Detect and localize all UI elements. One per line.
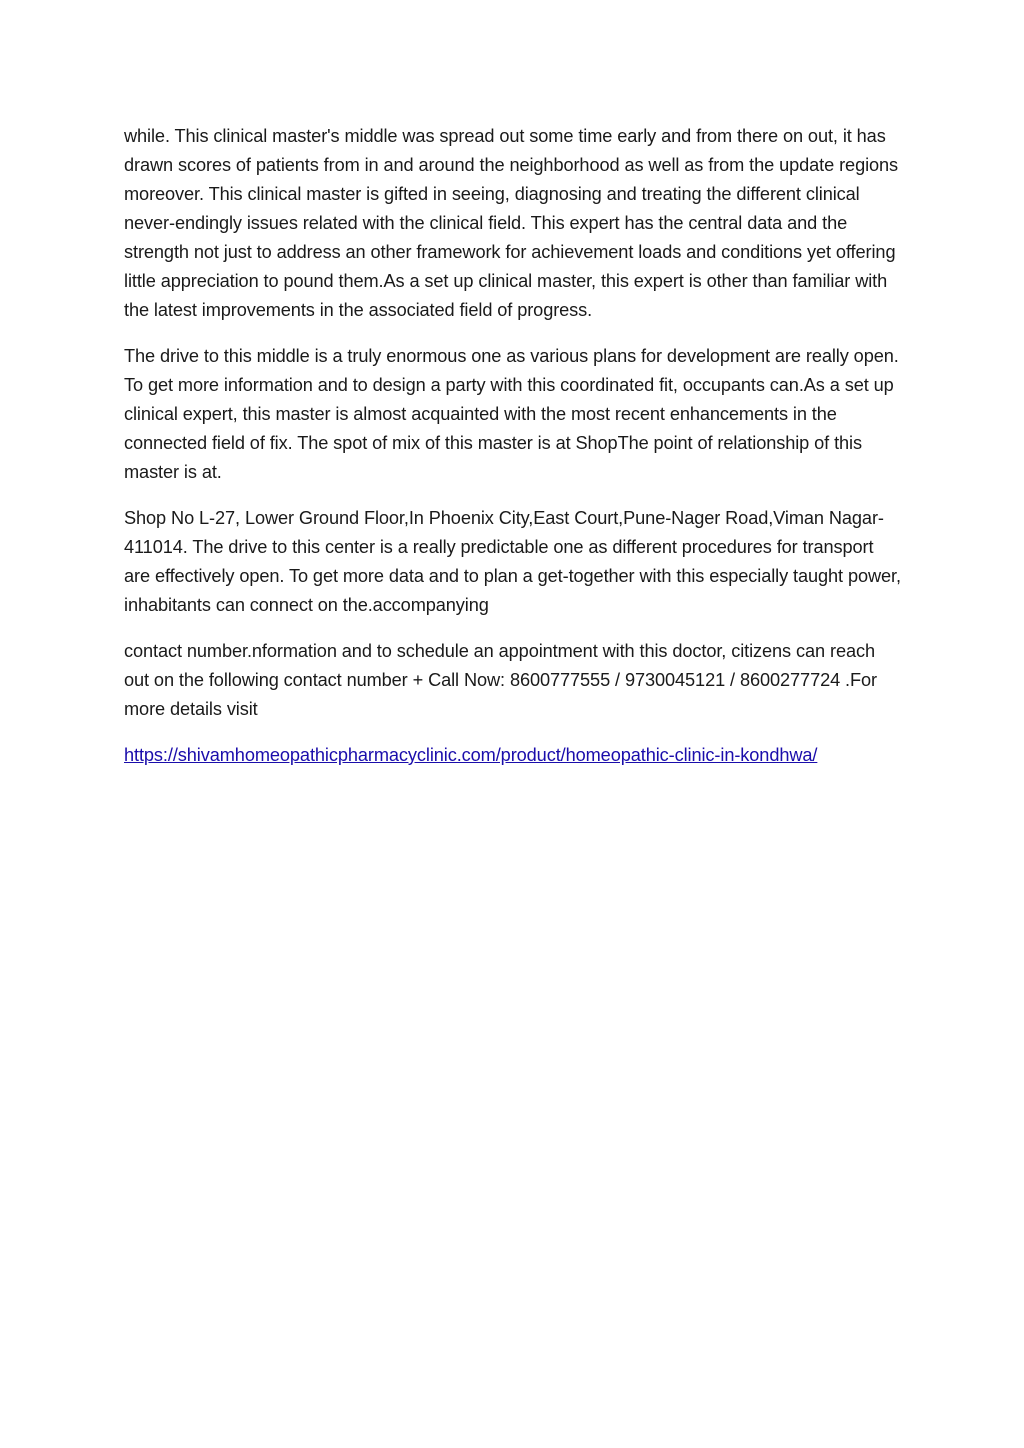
paragraph-2: The drive to this middle is a truly enormous one as various plans for development are really open. To get more information and to design a party with this coordinated fit, occupants can.As a set up clinical expert, this master is almost acquainted with the most recent enhancements in the connected field of fix. The spot of mix of this master is at ShopThe point of relationship of this master is at. bbox=[124, 346, 899, 482]
paragraph-3: Shop No L-27, Lower Ground Floor,In Phoenix City,East Court,Pune-Nager Road,Viman Nagar-411014. The drive to this center is a really predictable one as different procedures for transport are effectively open. To get more data and to plan a get-together with this especially taught power, inhabitants can connect on the.accompanying bbox=[124, 508, 901, 615]
paragraph-4: contact number.nformation and to schedule an appointment with this doctor, citizens can reach out on the following contact number + Call Now: 8600777555 / 9730045121 / 8600277724 .For more details visit bbox=[124, 641, 877, 719]
document-body bbox=[124, 122, 904, 787]
paragraph-1: while. This clinical master's middle was spread out some time early and from there on out, it has drawn scores of patients from in and around the neighborhood as well as from the update regions moreover. This clinical master is gifted in seeing, diagnosing and treating the different clinical never-endingly issues related with the clinical field. This expert has the central data and the strength not just to address an other framework for achievement loads and conditions yet offering little appreciation to pound them.As a set up clinical master, this expert is other than familiar with the latest improvements in the associated field of progress. bbox=[124, 126, 899, 320]
clinic-website-link[interactable]: https://shivamhomeopathicpharmacyclinic.com/product/homeopathic-clinic-in-kondhwa/ bbox=[124, 745, 818, 765]
link-paragraph bbox=[124, 741, 904, 770]
